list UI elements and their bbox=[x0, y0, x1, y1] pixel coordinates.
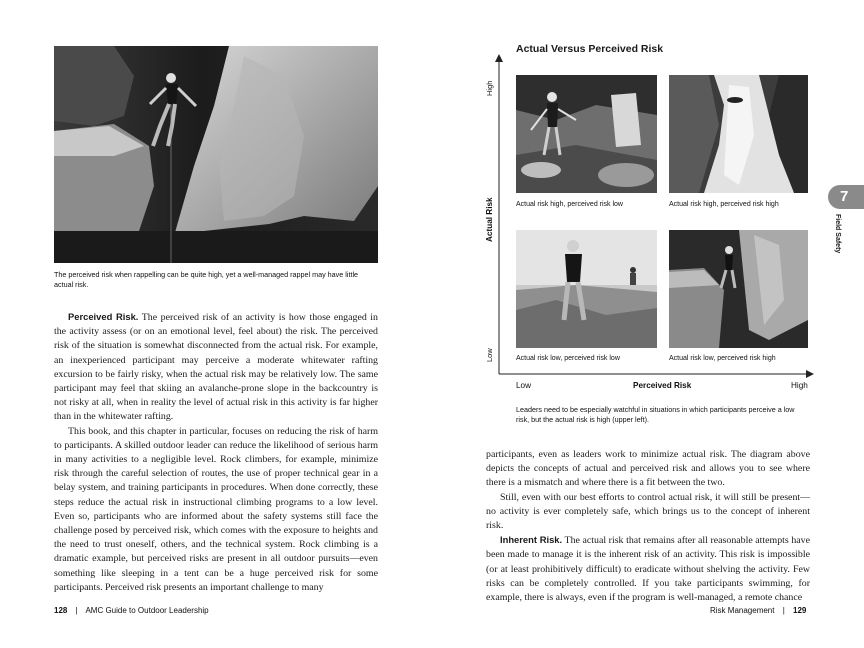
lead-perceived-risk: Perceived Risk. bbox=[68, 311, 139, 322]
book-title: AMC Guide to Outdoor Leadership bbox=[85, 606, 209, 615]
folio-separator-right: | bbox=[782, 606, 785, 615]
quadrant-label-high-low: Actual risk high, perceived risk low bbox=[516, 201, 623, 208]
right-page-number: 129 bbox=[793, 606, 807, 615]
x-low-label: Low bbox=[516, 381, 532, 390]
photo-caption: The perceived risk when rappelling can be quite high, yet a well-managed rappel may have little actual risk. bbox=[54, 270, 359, 289]
x-axis-title: Perceived Risk bbox=[633, 381, 692, 390]
y-high-label: High bbox=[485, 80, 494, 96]
left-folio bbox=[54, 606, 209, 615]
paragraph-perceived-risk: Perceived Risk. The perceived risk of an activity is how those engaged in the activity assess (or on an emotional level, feel about) the risk. The perceived risk of the situation is somewhat disconnected from the actual risk. For example, an inexperienced participant may perceive a moderate whitewater rafting excursion to be fairly risky, when the actual risk may be relatively low. The same participant may feel that skiing an avalanche-prone slope in the backcountry is not risky at all, when in reality the level of actual risk in this activity is far higher than in the whitewater rafting. bbox=[54, 311, 378, 423]
chapter-tab-number: 7 bbox=[840, 188, 849, 205]
quadrant-label-low-low: Actual risk low, perceived risk low bbox=[516, 355, 620, 362]
x-axis-arrow bbox=[806, 370, 814, 378]
quadrant-label-high-high: Actual risk high, perceived risk high bbox=[669, 201, 779, 208]
chapter-title-folio: Risk Management bbox=[710, 606, 775, 615]
paragraph-inherent-risk: Inherent Risk. The actual risk that remains after all reasonable attempts have been made to manage it is the inherent risk of an activity. This risk is impossible (or at least prohibitively difficult) to eradicate without shelving the activity. Few risks can be completely controlled. If you take participants swimming, for example, there is always, even if the program is well-managed, a remote chance bbox=[486, 534, 810, 604]
right-body-text bbox=[486, 448, 810, 605]
left-page-number: 128 bbox=[54, 606, 68, 615]
quadrant-photo-low-high bbox=[669, 230, 808, 348]
quadrant-photo-high-low bbox=[516, 75, 657, 193]
folio-separator: | bbox=[75, 606, 78, 615]
quadrant-label-low-high: Actual risk low, perceived risk high bbox=[669, 355, 776, 362]
lead-inherent-risk: Inherent Risk. bbox=[500, 534, 563, 546]
quadrant-photo-high-high bbox=[669, 75, 808, 193]
chapter-tab-title: Field Safety bbox=[834, 214, 841, 254]
right-folio bbox=[710, 606, 806, 615]
diagram-title: Actual Versus Perceived Risk bbox=[516, 43, 664, 55]
y-axis-arrow bbox=[495, 54, 503, 62]
y-axis-title: Actual Risk bbox=[485, 197, 494, 242]
chapter-tab bbox=[828, 185, 864, 209]
paragraph-continuation: participants, even as leaders work to minimize actual risk. The diagram above depicts the concepts of actual and perceived risk and allows you to see where there is a mismatch and where there is a fit between the two. bbox=[486, 449, 810, 489]
y-low-label: Low bbox=[485, 348, 494, 362]
paragraph-still-present: Still, even with our best efforts to control actual risk, it will still be present—no activity is ever completely safe, which brings us to the concept of inherent risk. bbox=[486, 491, 810, 532]
quadrant-photo-low-low bbox=[516, 230, 657, 348]
diagram-caption: Leaders need to be especially watchful in situations in which participants perceive a low risk, but the actual risk is high (upper left). bbox=[516, 405, 795, 424]
paragraph-reducing-risk: This book, and this chapter in particular, focuses on reducing the risk of harm to participants. A skilled outdoor leader can reduce the likelihood of serious harm in many activities to a negligible level. Rock climbers, for example, minimize risk through the careful selection of routes, the use of proper technical gear in a belay system, and training participants in procedures. When done correctly, these steps reduce the actual risk in instructional climbing programs to a low level. Even so, participants who are informed about the safety systems still face the challenge posed by perceived risk, which comes with the exposure to heights and the need to trust oneself, others, and the technical system. Rock climbing is a dramatic example, but perceived risks are present in all outdoor pursuits—even something like sleeping in a tent can be a huge perceived risk for some participants. Perceived risk presents an important challenge to many bbox=[54, 425, 378, 593]
x-high-label: High bbox=[791, 381, 808, 390]
